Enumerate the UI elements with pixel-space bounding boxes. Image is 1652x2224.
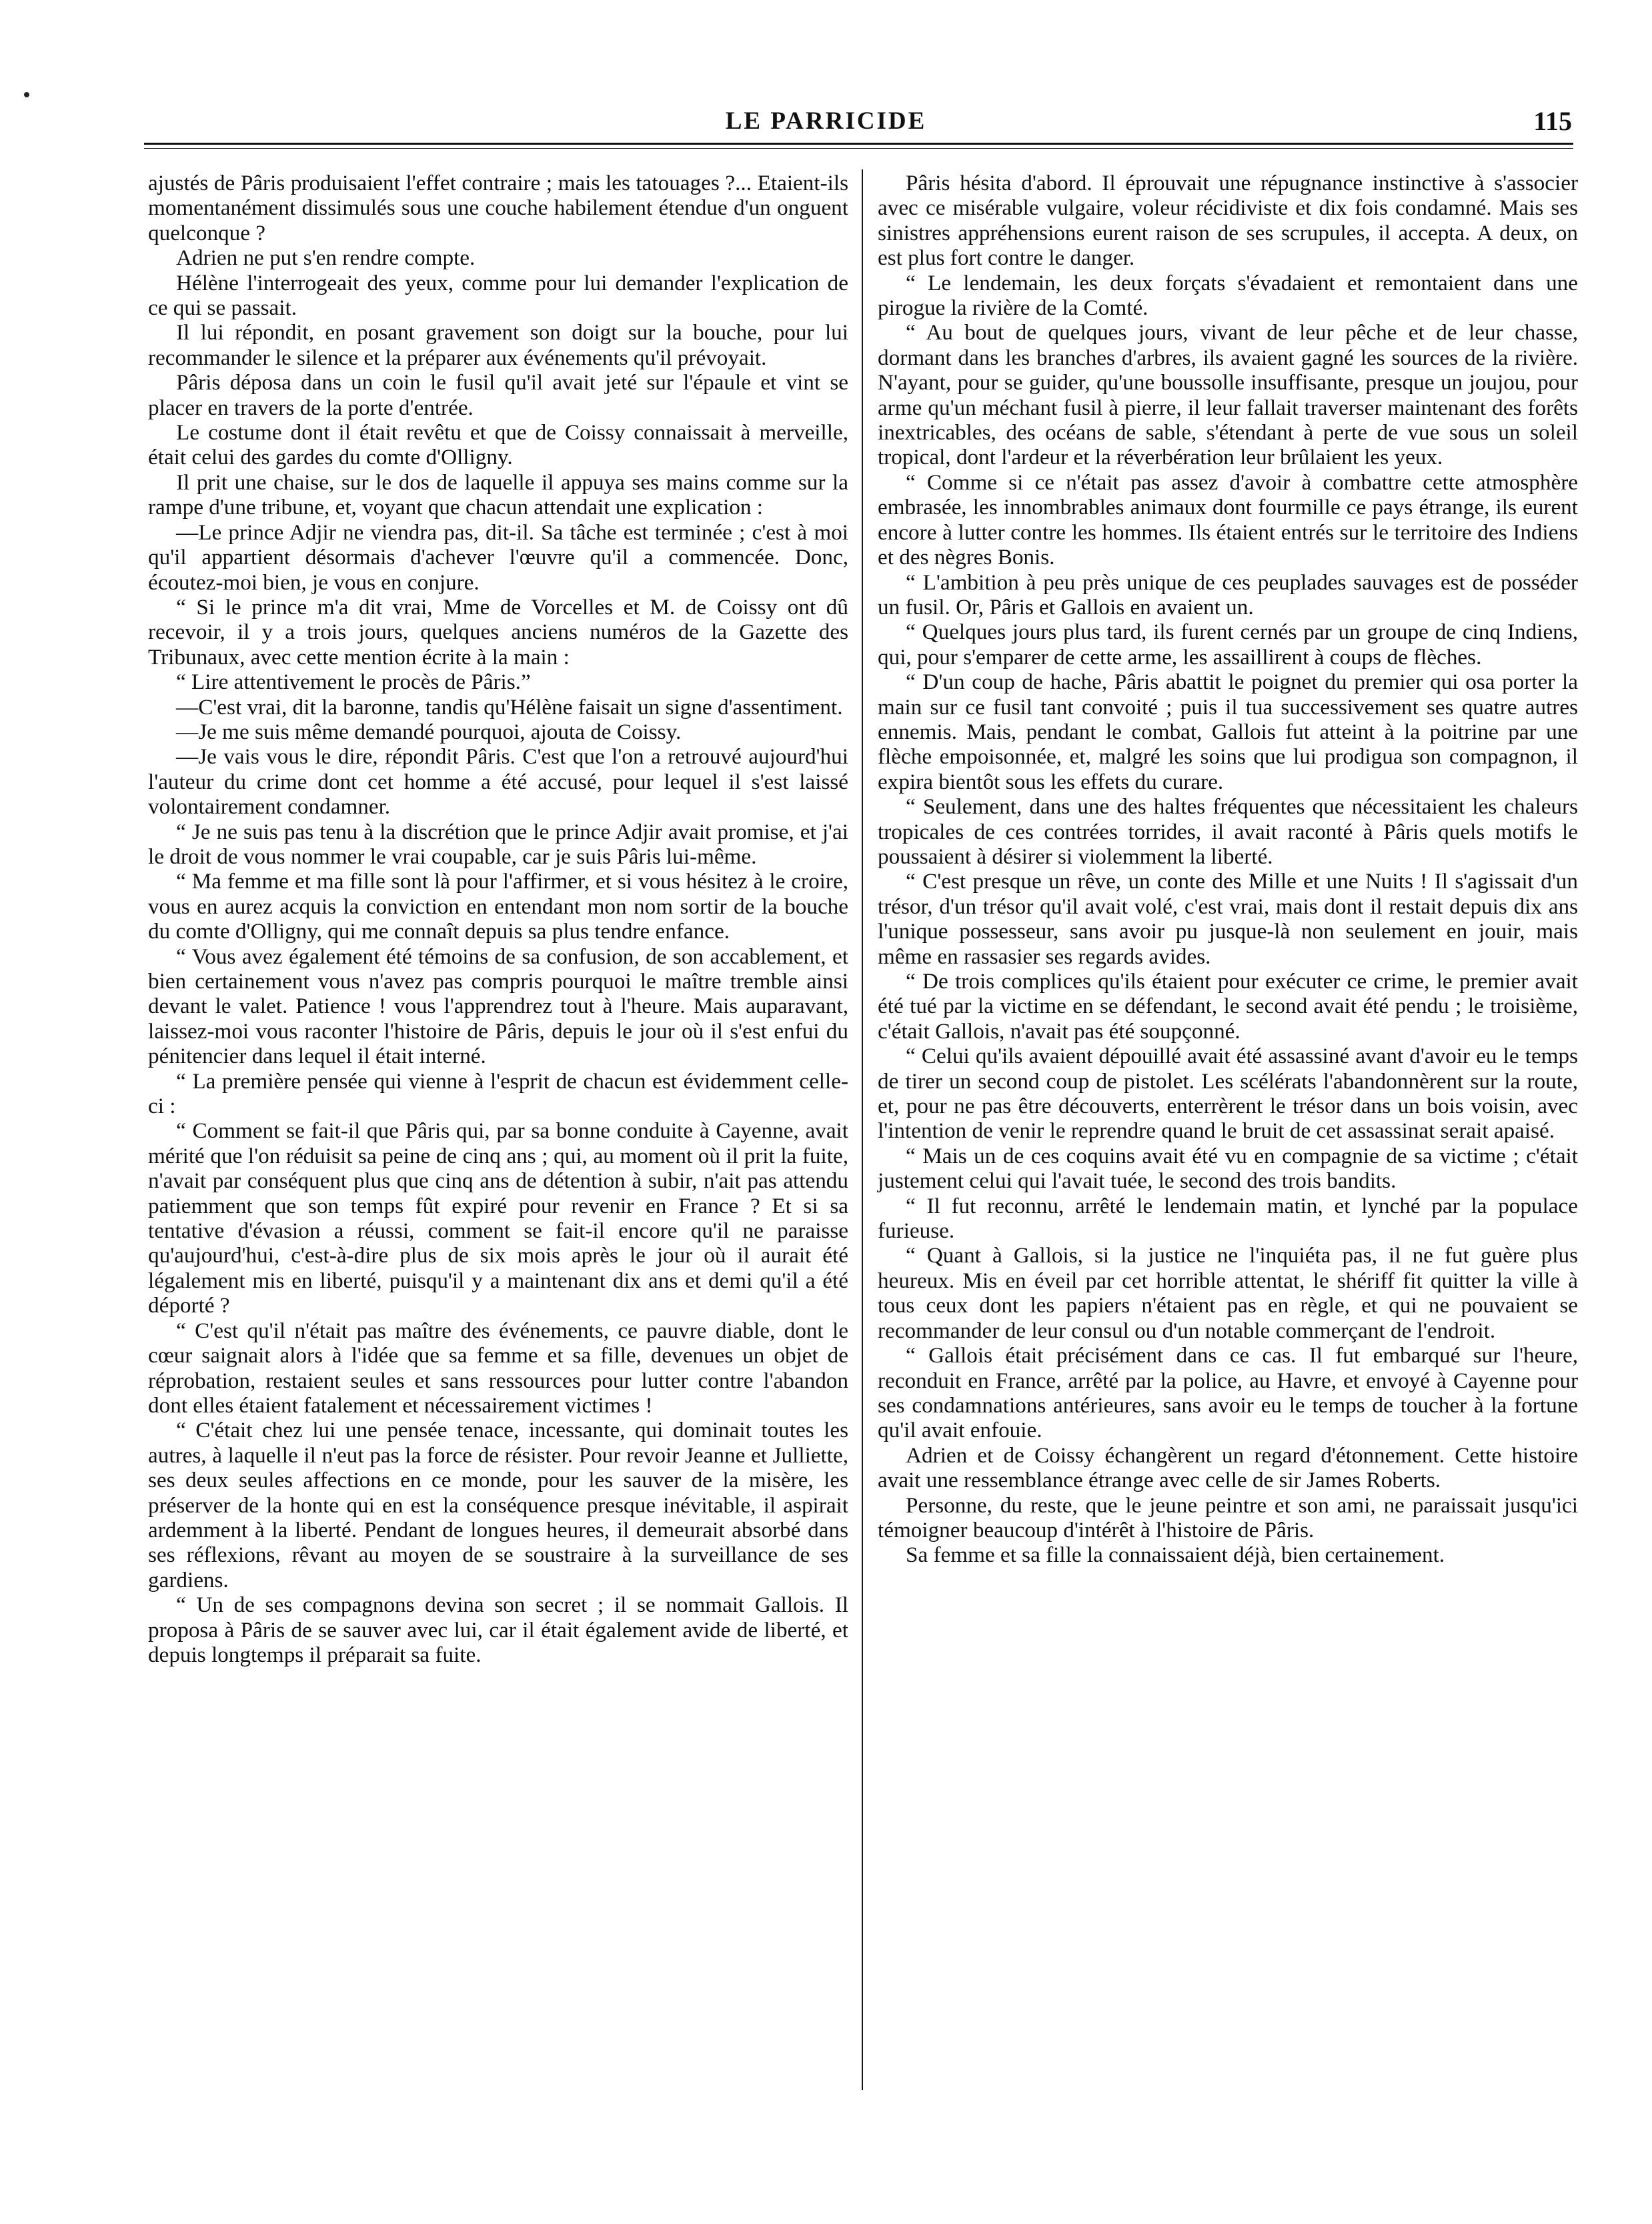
- paragraph: “ Il fut reconnu, arrêté le lendemain matin, et lynché par la populace furieuse.: [878, 1193, 1578, 1244]
- paragraph: “ De trois complices qu'ils étaient pour exécuter ce crime, le premier avait été tué par la victime en se défendant, le second avait été pendu ; le troisième, c'était Gallois, n'avait pas été soupçonné.: [878, 969, 1578, 1044]
- paragraph: “ Quelques jours plus tard, ils furent cernés par un groupe de cinq Indiens, qui, pour s'emparer de cette arme, les assaillirent à coups de flèches.: [878, 620, 1578, 670]
- paragraph: “ Gallois était précisément dans ce cas. Il fut embarqué sur l'heure, reconduit en France, arrêté par la police, au Havre, et envoyé à Cayenne pour ses condamnations antérieures, sans avoir eu le temps de toucher à la fortune qu'il avait enfouie.: [878, 1343, 1578, 1443]
- paragraph: —Je me suis même demandé pourquoi, ajouta de Coissy.: [176, 719, 682, 744]
- paragraph: Pâris hésita d'abord. Il éprouvait une répugnance instinctive à s'associer avec ce misérable vulgaire, voleur récidiviste et dix fois condamné. Mais ses sinistres appréhensions eurent raison de ses scrupules, il accepta. A deux, on est plus fort contre le danger.: [878, 171, 1578, 271]
- header-rule: [144, 143, 1573, 145]
- left-column: [148, 171, 848, 1667]
- paragraph: Hélène l'interrogeait des yeux, comme pour lui demander l'explication de ce qui se passait.: [148, 270, 848, 321]
- paragraph: Le costume dont il était revêtu et que de Coissy connaissait à merveille, était celui des gardes du comte d'Olligny.: [148, 420, 848, 470]
- page-number: 115: [1533, 106, 1572, 136]
- paragraph: —Le prince Adjir ne viendra pas, dit-il. Sa tâche est terminée ; c'est à moi qu'il appartient désormais d'achever l'œuvre qu'il a commencée. Donc, écoutez-moi bien, je vous en conjure.: [148, 519, 848, 595]
- paragraph: ajustés de Pâris produisaient l'effet contraire ; mais les tatouages ?... Etaient-ils momentanément dissimulés sous une couche habilement étendue d'un onguent quelconque ?: [148, 171, 848, 245]
- paragraph: “ Le lendemain, les deux forçats s'évadaient et remontaient dans une pirogue la rivière de la Comté.: [878, 270, 1578, 321]
- paragraph: “ La première pensée qui vienne à l'esprit de chacun est évidemment celle-ci :: [148, 1068, 848, 1119]
- paragraph: “ Quant à Gallois, si la justice ne l'inquiéta pas, il ne fut guère plus heureux. Mis en éveil par cet horrible attentat, le shériff fit quitter la ville à tous ceux dont les papiers n'étaient pas en règle, et qui ne pouvaient se recommander de leur consul ou d'un notable commerçant de l'endroit.: [878, 1243, 1578, 1343]
- print-speck: [24, 92, 29, 97]
- paragraph: “ Comment se fait-il que Pâris qui, par sa bonne conduite à Cayenne, avait mérité que l'on réduisit sa peine de cinq ans ; qui, au moment où il prit la fuite, n'avait par conséquent plus que cinq ans de détention à subir, n'ait pas attendu patiemment que son temps fût expiré pour revenir en France ? Et si sa tentative d'évasion a réussi, comment se fait-il encore qu'il ne paraisse qu'aujourd'hui, c'est-à-dire plus de six mois après le jour où il aurait été légalement mis en liberté, puisqu'il y a maintenant dix ans et demi qu'il a été déporté ?: [148, 1118, 848, 1318]
- paragraph: “ Si le prince m'a dit vrai, Mme de Vorcelles et M. de Coissy ont dû recevoir, il y a trois jours, quelques anciens numéros de la Gazette des Tribunaux, avec cette mention écrite à la main :: [148, 594, 848, 670]
- paragraph: “ L'ambition à peu près unique de ces peuplades sauvages est de posséder un fusil. Or, Pâris et Gallois en avaient un.: [878, 570, 1578, 620]
- paragraph: “ C'était chez lui une pensée tenace, incessante, qui dominait toutes les autres, à laquelle il n'eut pas la force de résister. Pour revoir Jeanne et Julliette, ses deux seules affections en ce monde, pour les sauver de la misère, les préserver de la honte qui en est la conséquence presque inévitable, il aspirait ardemment à la liberté. Pendant de longues heures, il demeurait absorbé dans ses réflexions, rêvant au moyen de se soustraire à la surveillance de ses gardiens.: [148, 1418, 848, 1592]
- column-divider: [862, 169, 863, 2090]
- paragraph: “ C'est presque un rêve, un conte des Mille et une Nuits ! Il s'agissait d'un trésor, d'un trésor qu'il avait volé, c'est vrai, mais dont il restait depuis dix ans l'unique possesseur, sans avoir pu jusque-là non seulement en jouir, mais même en rassasier ses regards avides.: [878, 869, 1578, 969]
- paragraph: Personne, du reste, que le jeune peintre et son ami, ne paraissait jusqu'ici témoigner beaucoup d'intérêt à l'histoire de Pâris.: [878, 1492, 1578, 1542]
- right-column: [878, 171, 1578, 1568]
- header-rule-thin: [144, 148, 1573, 149]
- paragraph: Il lui répondit, en posant gravement son doigt sur la bouche, pour lui recommander le silence et la préparer aux événements qu'il prévoyait.: [148, 320, 848, 370]
- paragraph: —C'est vrai, dit la baronne, tandis qu'Hélène faisait un signe d'assentiment.: [176, 694, 843, 720]
- paragraph: “ Comme si ce n'était pas assez d'avoir à combattre cette atmosphère embrasée, les innombrables animaux dont fourmille ce pays étrange, ils eurent encore à lutter contre les hommes. Ils étaient entrés sur le territoire des Indiens et des nègres Bonis.: [878, 469, 1578, 570]
- paragraph: “ Un de ses compagnons devina son secret ; il se nommait Gallois. Il proposa à Pâris de se sauver avec lui, car il était également avide de liberté, et depuis longtemps il préparait sa fuite.: [148, 1592, 848, 1667]
- paragraph: “ Celui qu'ils avaient dépouillé avait été assassiné avant d'avoir eu le temps de tirer un second coup de pistolet. Les scélérats l'abandonnèrent sur la route, et, pour ne pas être découverts, enterrèrent le trésor dans un bois voisin, avec l'intention de venir le reprendre quand le bruit de cet assassinat serait apaisé.: [878, 1044, 1578, 1144]
- paragraph: “ Lire attentivement le procès de Pâris.”: [176, 670, 531, 695]
- paragraph: “ Vous avez également été témoins de sa confusion, de son accablement, et bien certainement vous n'avez pas compris pourquoi le maître tremble ainsi devant le valet. Patience ! vous l'apprendrez tout à l'heure. Mais auparavant, laissez-moi vous raconter l'histoire de Pâris, depuis le jour où il s'est enfui du pénitencier dans lequel il était interné.: [148, 944, 848, 1069]
- paragraph: “ C'est qu'il n'était pas maître des événements, ce pauvre diable, dont le cœur saignait alors à l'idée que sa femme et sa fille, devenues un objet de réprobation, restaient seules et sans ressources pour lutter contre l'abandon dont elles étaient fatalement et nécessairement victimes !: [148, 1318, 848, 1418]
- paragraph: Il prit une chaise, sur le dos de laquelle il appuya ses mains comme sur la rampe d'une tribune, et, voyant que chacun attendait une explication :: [148, 469, 848, 520]
- paragraph: “ Au bout de quelques jours, vivant de leur pêche et de leur chasse, dormant dans les branches d'arbres, ils avaient gagné les sources de la rivière. N'ayant, pour se guider, qu'une boussolle insuffisante, presque un joujou, pour arme qu'un méchant fusil à pierre, il leur fallait traverser maintenant des forêts inextricables, des océans de sable, s'étendant à perte de vue sous un soleil tropical, dont l'ardeur et la réverbération leur brûlaient les yeux.: [878, 320, 1578, 470]
- paragraph: —Je vais vous le dire, répondit Pâris. C'est que l'on a retrouvé aujourd'hui l'auteur du crime dont cet homme a été accusé, pour lequel il s'est laissé volontairement condamner.: [148, 744, 848, 820]
- paragraph: Adrien ne put s'en rendre compte.: [176, 245, 476, 271]
- running-title: LE PARRICIDE: [725, 107, 927, 135]
- paragraph: Adrien et de Coissy échangèrent un regard d'étonnement. Cette histoire avait une ressemblance étrange avec celle de sir James Roberts.: [878, 1442, 1578, 1493]
- paragraph: Pâris déposa dans un coin le fusil qu'il avait jeté sur l'épaule et vint se placer en travers de la porte d'entrée.: [148, 370, 848, 420]
- paragraph: “ D'un coup de hache, Pâris abattit le poignet du premier qui osa porter la main sur ce fusil tant convoité ; puis il tua successivement ses quatre autres ennemis. Mais, pendant le combat, Gallois fut atteint à la poitrine par une flèche empoisonnée, et, malgré les soins que lui prodigua son compagnon, il expira bientôt sous les effets du curare.: [878, 670, 1578, 794]
- paragraph: “ Mais un de ces coquins avait été vu en compagnie de sa victime ; c'était justement celui qui l'avait tuée, le second des trois bandits.: [878, 1143, 1578, 1194]
- paragraph: “ Ma femme et ma fille sont là pour l'affirmer, et si vous hésitez à le croire, vous en aurez acquis la conviction en entendant mon nom sortir de la bouche du comte d'Olligny, qui me connaît depuis sa plus tendre enfance.: [148, 869, 848, 944]
- paragraph: Sa femme et sa fille la connaissaient déjà, bien certainement.: [906, 1542, 1445, 1568]
- paragraph: “ Seulement, dans une des haltes fréquentes que nécessitaient les chaleurs tropicales de ces contrées torrides, il avait raconté à Pâris quels motifs le poussaient à désirer si violemment la liberté.: [878, 794, 1578, 869]
- paragraph: “ Je ne suis pas tenu à la discrétion que le prince Adjir avait promise, et j'ai le droit de vous nommer le vrai coupable, car je suis Pâris lui-même.: [148, 819, 848, 869]
